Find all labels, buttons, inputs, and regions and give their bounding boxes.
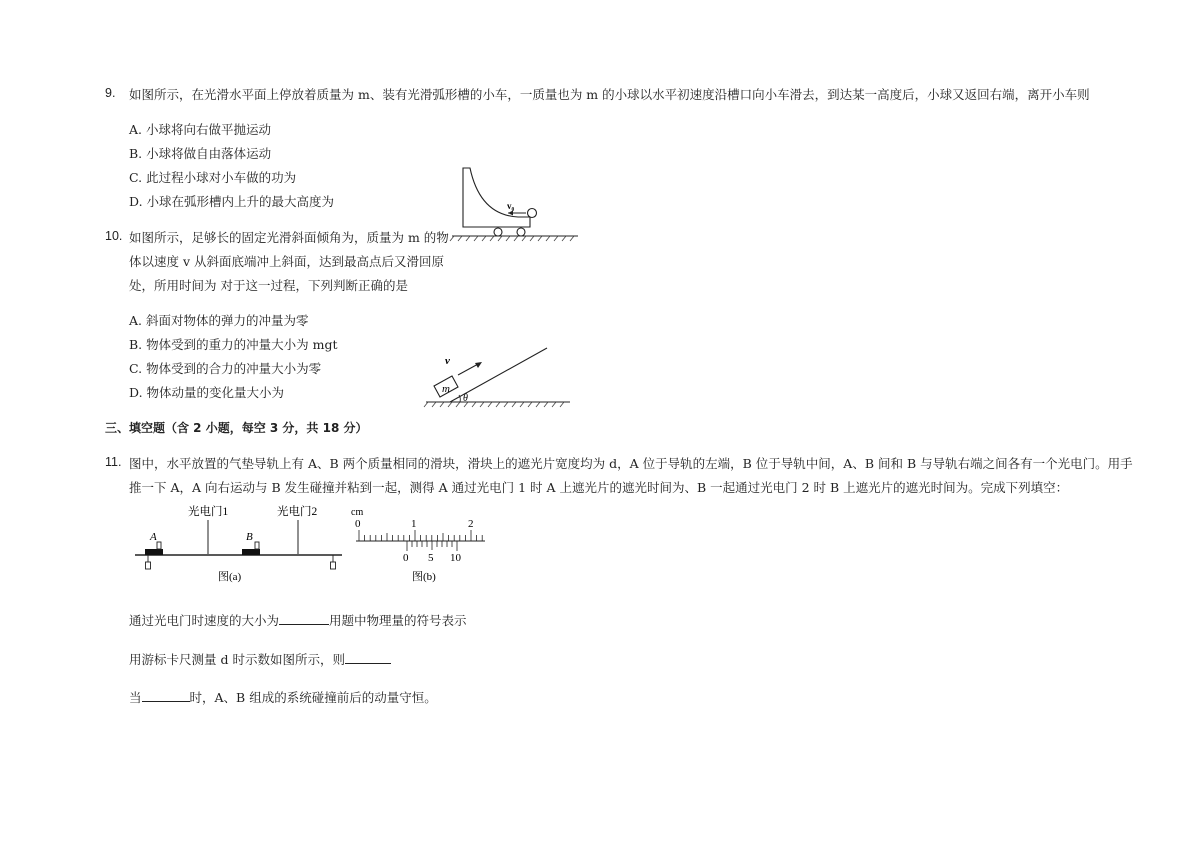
q9-option-c: C. 此过程小球对小车做的功为 <box>129 170 297 185</box>
q10-velocity-label: v <box>445 355 450 367</box>
main-scale-label-0: 0 <box>355 518 361 530</box>
q10-stem-line-2: 体以速度 v 从斜面底端冲上斜面，达到最高点后又滑回原 <box>129 254 445 269</box>
q9-option-d: D. 小球在弧形槽内上升的最大高度为 <box>129 194 335 209</box>
section-3-heading: 三、填空题（含 2 小题，每空 3 分，共 18 分） <box>105 421 368 435</box>
q9-cart-figure <box>448 165 583 247</box>
figure-b-caption: 图(b) <box>412 571 436 583</box>
vernier-label-10: 10 <box>450 552 461 564</box>
q11-blank-line-1 <box>129 611 467 629</box>
main-scale-label-1: 1 <box>411 518 417 530</box>
q11-blank-line-3 <box>129 688 437 706</box>
caliper-unit-label: cm <box>351 507 364 518</box>
q10-stem-line-3: 处，所用时间为 对于这一过程，下列判断正确的是 <box>129 278 408 293</box>
q11-blank-line-2 <box>129 650 391 668</box>
q9-option-a: A. 小球将向右做平抛运动 <box>129 122 271 137</box>
q10-number: 10. <box>105 229 123 243</box>
q9-v0-label: v₀ <box>507 201 515 211</box>
gate-1-label: 光电门1 <box>188 506 229 518</box>
answer-blank-3[interactable] <box>142 689 190 702</box>
slider-b-label: B <box>246 531 253 543</box>
q10-incline-figure <box>420 342 575 412</box>
q10-option-c: C. 物体受到的合力的冲量大小为零 <box>129 361 322 376</box>
q10-mass-label: m <box>442 383 450 395</box>
q9-option-b: B. 小球将做自由落体运动 <box>129 146 272 161</box>
q10-option-d: D. 物体动量的变化量大小为 <box>129 385 285 400</box>
q11-vernier-caliper-figure <box>350 503 490 588</box>
answer-blank-2[interactable] <box>345 651 391 664</box>
blank-2-prefix: 用游标卡尺测量 d 时示数如图所示，则 <box>129 652 345 667</box>
q11-number: 11. <box>105 455 122 469</box>
q10-option-a: A. 斜面对物体的弹力的冲量为零 <box>129 313 309 328</box>
q10-stem-line-1: 如图所示，足够长的固定光滑斜面倾角为，质量为 m 的物 <box>129 230 449 245</box>
main-scale-label-2: 2 <box>468 518 474 530</box>
blank-3-suffix: 时，A、B 组成的系统碰撞前后的动量守恒。 <box>189 690 437 705</box>
gate-2-label: 光电门2 <box>277 506 318 518</box>
q11-stem-line-2: 推一下 A，A 向右运动与 B 发生碰撞并粘到一起，测得 A 通过光电门 1 时 A 上遮光片的遮光时间为、B 一起通过光电门 2 时 B 上遮光片的遮光时间为。完成下列填空： <box>129 480 1069 495</box>
vernier-label-0: 0 <box>403 552 409 564</box>
q11-stem-line-1: 图中，水平放置的气垫导轨上有 A、B 两个质量相同的滑块，滑块上的遮光片宽度均为 d，A 位于导轨的左端，B 位于导轨中间，A、B 间和 B 与导轨右端之间各有一个光电门。用手 <box>129 456 1133 471</box>
q9-number: 9. <box>105 86 116 100</box>
q11-air-track-figure <box>130 500 350 588</box>
q10-theta-label: θ <box>463 393 468 404</box>
answer-blank-1[interactable] <box>279 612 329 625</box>
blank-1-suffix: 用题中物理量的符号表示 <box>329 613 467 628</box>
q9-stem: 如图所示，在光滑水平面上停放着质量为 m、装有光滑弧形槽的小车，一质量也为 m 的小球以水平初速度沿槽口向小车滑去，到达某一高度后，小球又返回右端，离开小车则 <box>129 87 1090 102</box>
vernier-label-5: 5 <box>428 552 434 564</box>
blank-3-prefix: 当 <box>129 690 142 705</box>
figure-a-caption: 图(a) <box>218 571 242 583</box>
q10-option-b: B. 物体受到的重力的冲量大小为 mgt <box>129 337 338 352</box>
slider-a-label: A <box>150 531 157 543</box>
blank-1-prefix: 通过光电门时速度的大小为 <box>129 613 280 628</box>
